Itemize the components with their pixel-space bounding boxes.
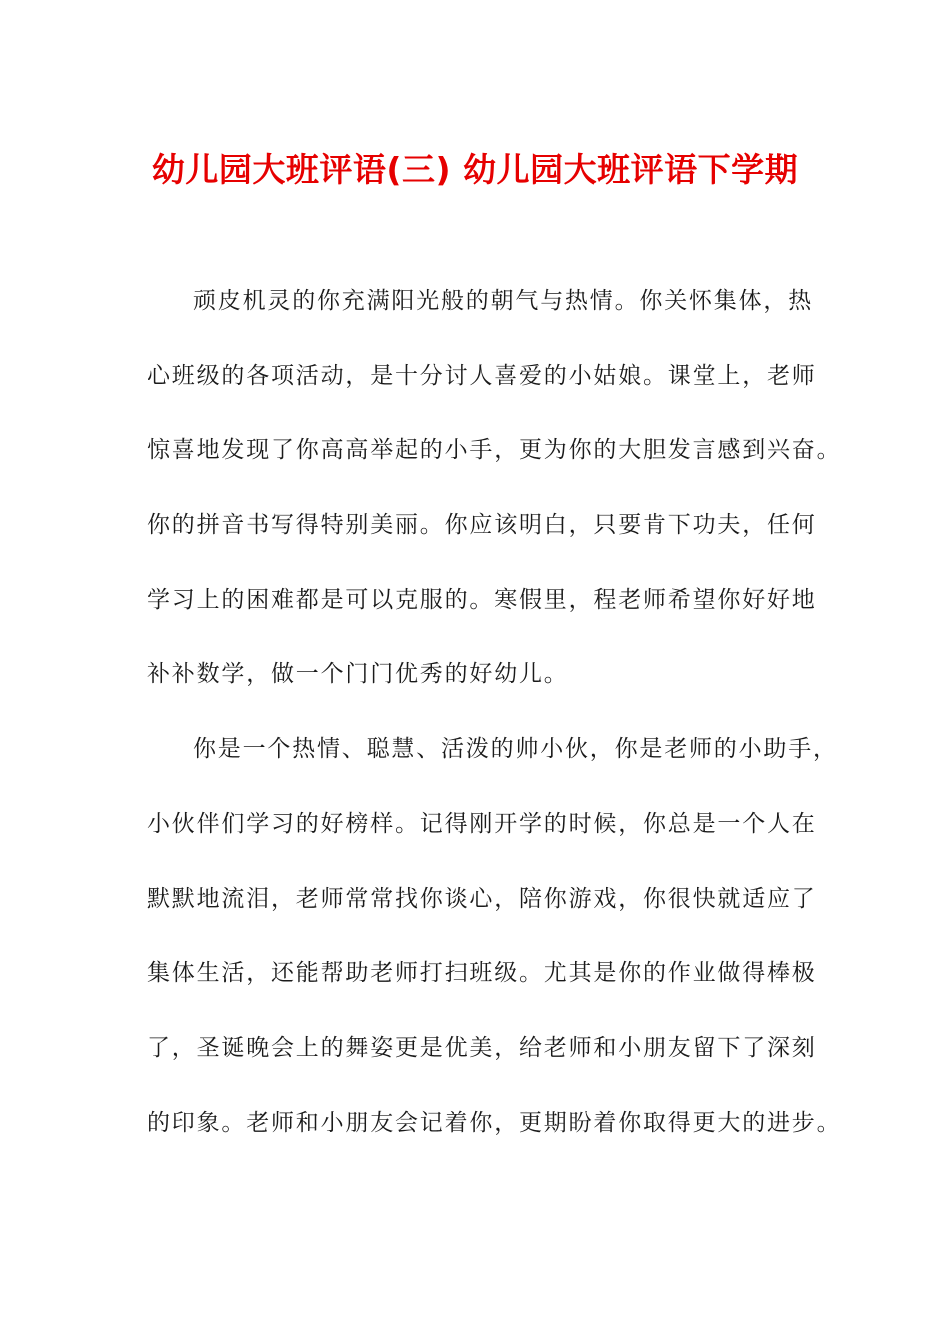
text-line: 心班级的各项活动，是十分讨人喜爱的小姑娘。课堂上，老师 (147, 362, 817, 389)
text-line: 默默地流泪，老师常常找你谈心，陪你游戏，你很快就适应了 (147, 885, 817, 912)
text-line: 补补数学，做一个门门优秀的好幼儿。 (147, 661, 569, 688)
text-line: 小伙伴们学习的好榜样。记得刚开学的时候，你总是一个人在 (147, 810, 817, 837)
text-line: 你是一个热情、聪慧、活泼的帅小伙，你是老师的小助手， (193, 736, 838, 763)
text-line: 的印象。老师和小朋友会记着你，更期盼着你取得更大的进步。 (147, 1109, 842, 1136)
text-line: 惊喜地发现了你高高举起的小手，更为你的大胆发言感到兴奋。 (147, 437, 842, 464)
paragraph-2 (147, 725, 842, 1173)
text-line: 了，圣诞晚会上的舞姿更是优美，给老师和小朋友留下了深刻 (147, 1034, 817, 1061)
text-line: 你的拼音书写得特别美丽。你应该明白，只要肯下功夫，任何 (147, 512, 817, 539)
text-line: 学习上的困难都是可以克服的。寒假里，程老师希望你好好地 (147, 586, 817, 613)
text-line: 顽皮机灵的你充满阳光般的朝气与热情。你关怀集体，热 (193, 288, 813, 314)
text-line: 集体生活，还能帮助老师打扫班级。尤其是你的作业做得棒极 (147, 960, 817, 987)
document-title: 幼儿园大班评语(三) 幼儿园大班评语下学期 (151, 150, 799, 189)
document-body (147, 277, 842, 1173)
paragraph-1 (147, 277, 842, 725)
